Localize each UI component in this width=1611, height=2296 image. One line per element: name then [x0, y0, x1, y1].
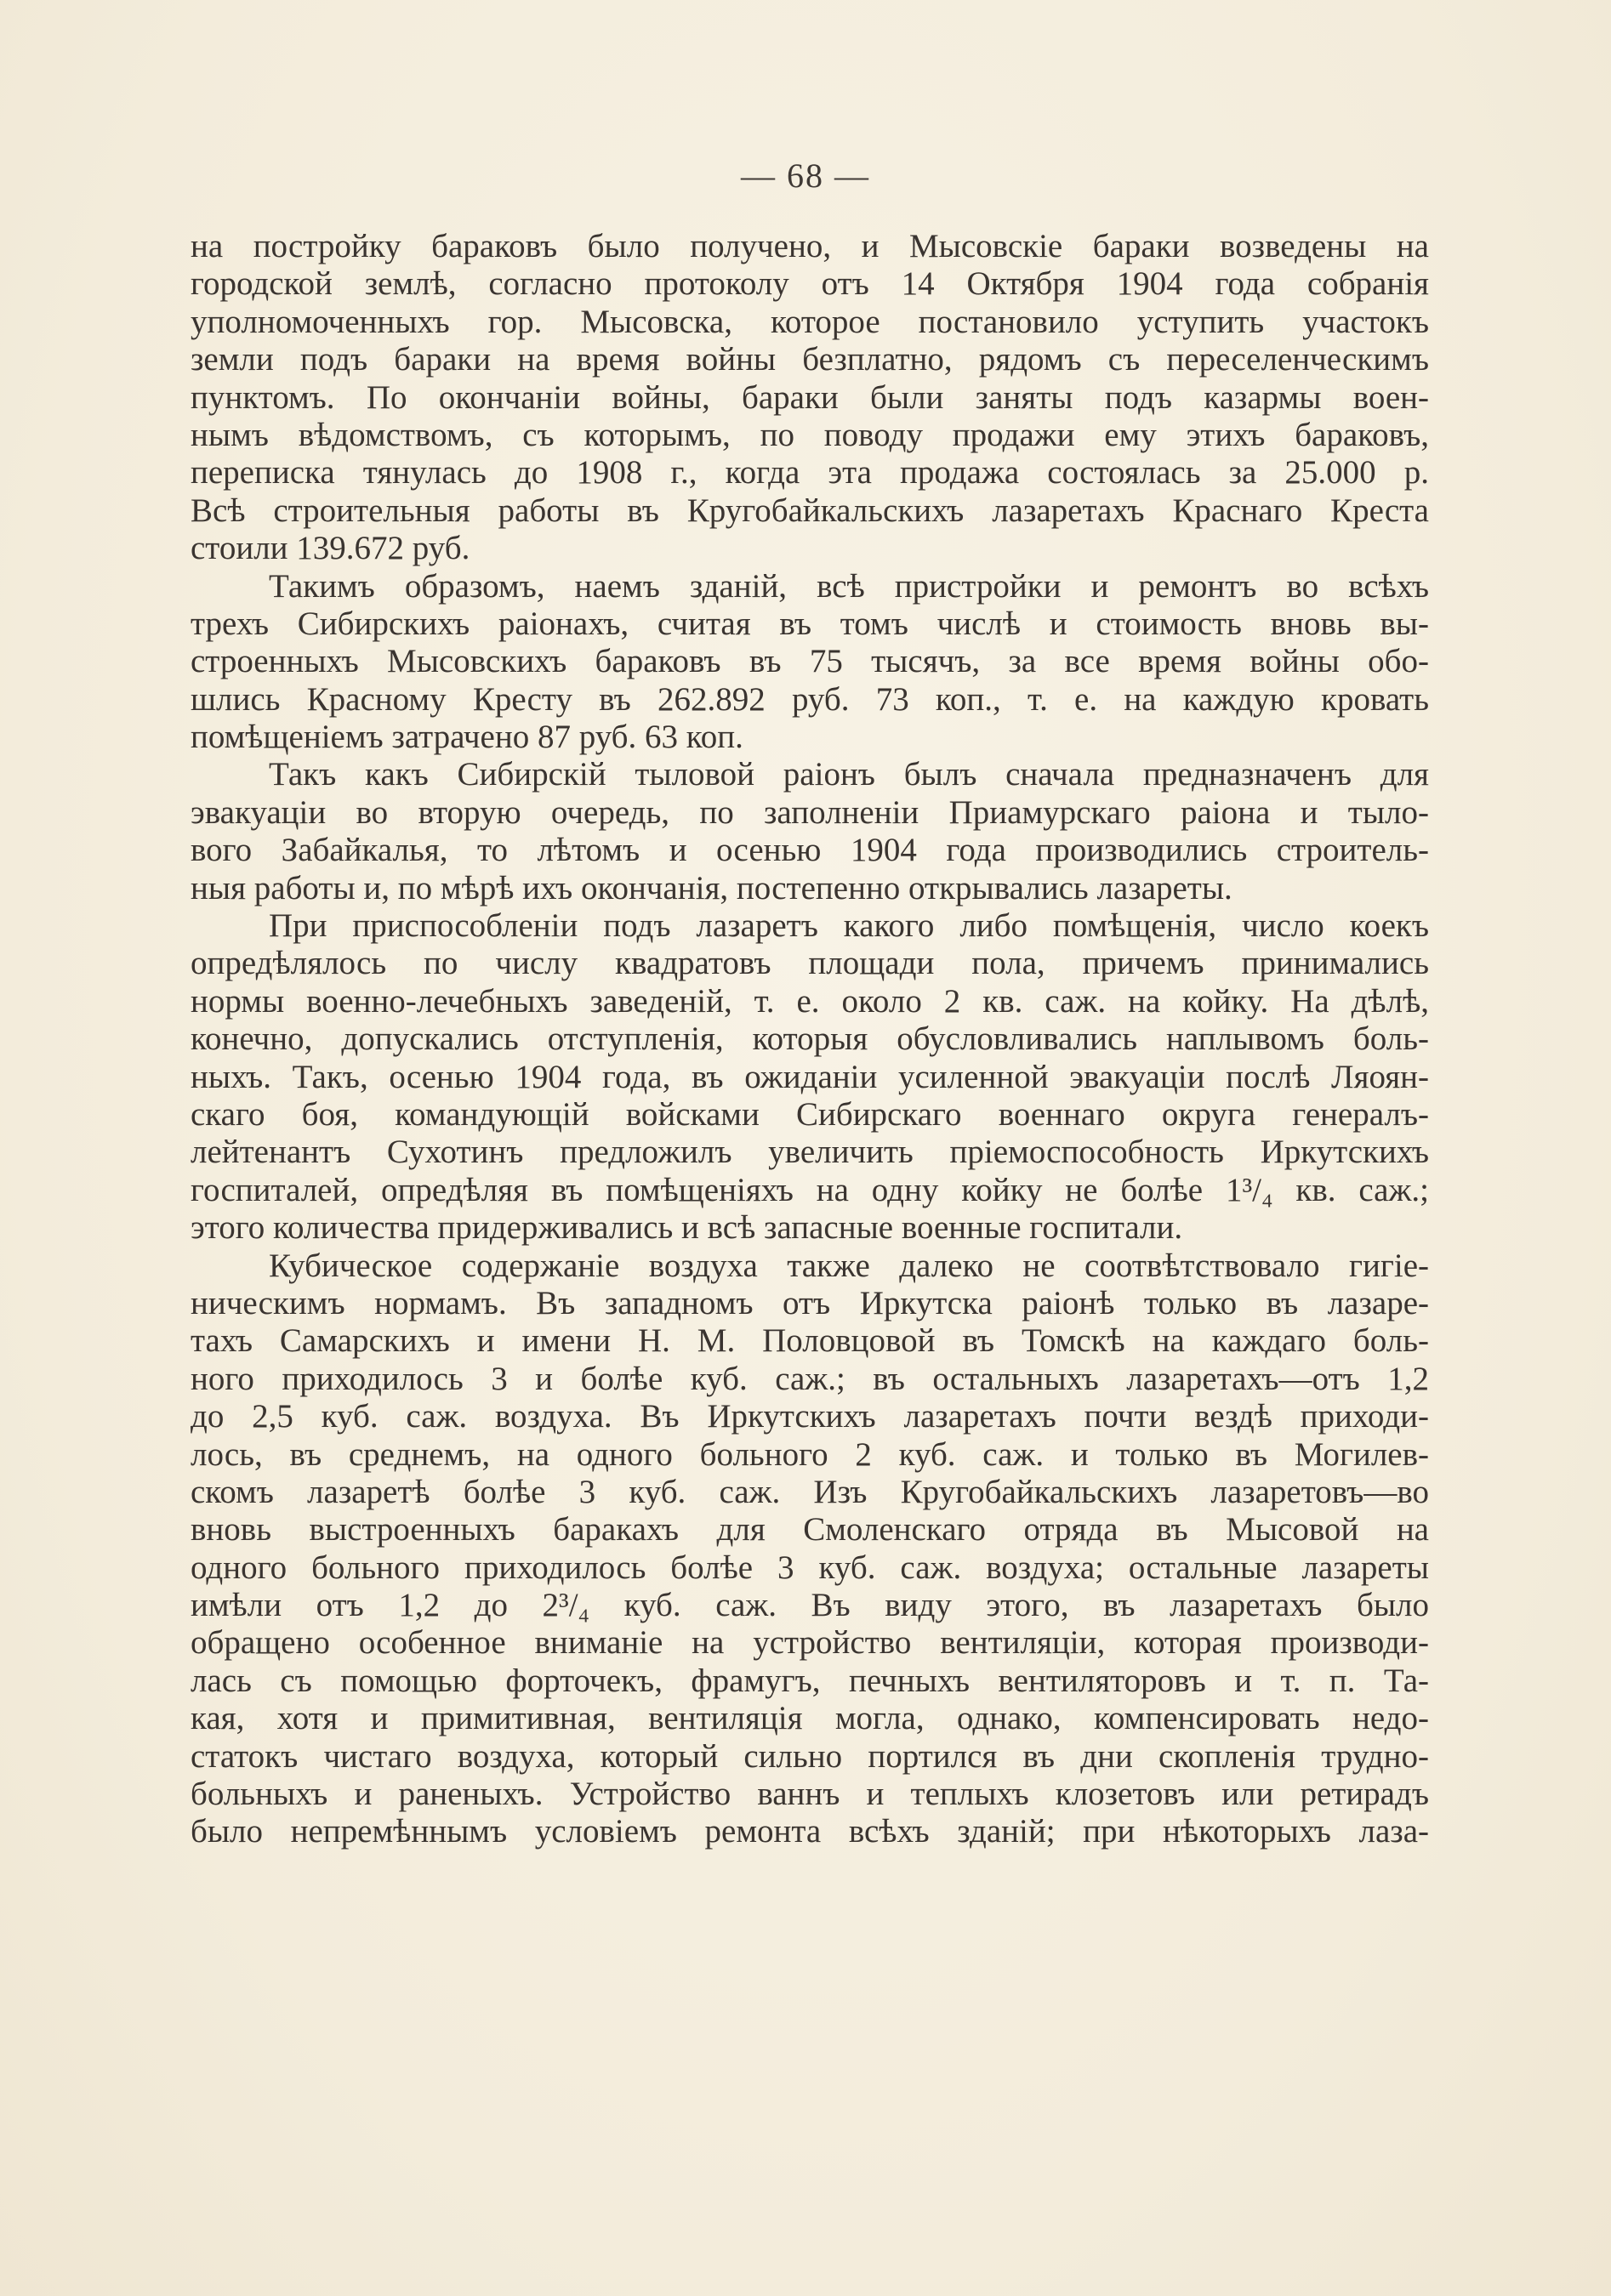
text-line: тахъ Самарскихъ и имени Н. М. Половцовой въ Томскѣ на каждаго боль-: [191, 1322, 1429, 1360]
text-line: скомъ лазаретѣ болѣе 3 куб. саж. Изъ Кругобайкальскихъ лазаретовъ—во: [191, 1473, 1429, 1510]
text-line: лось, въ среднемъ, на одного больного 2 куб. саж. и только въ Могилев-: [191, 1435, 1429, 1473]
text-line: При приспособленіи подъ лазаретъ какого либо помѣщенія, число коекъ: [269, 907, 1429, 945]
text-line: нымъ вѣдомствомъ, съ которымъ, по поводу продажи ему этихъ бараковъ,: [191, 416, 1429, 453]
text-line: трехъ Сибирскихъ раіонахъ, считая въ томъ числѣ и стоимость вновь вы-: [191, 605, 1429, 642]
text-line: переписка тянулась до 1908 г., когда эта продажа состоялась за 25.000 р.: [191, 454, 1429, 492]
text-line: Кубическое содержаніе воздуха также далеко не соотвѣтствовало гигіе-: [269, 1247, 1429, 1284]
text-line: стоили 139.672 руб.: [191, 530, 470, 567]
text-line: пунктомъ. По окончаніи войны, бараки были заняты подъ казармы воен-: [191, 378, 1429, 416]
text-line: нормы военно-лечебныхъ заведеній, т. е. около 2 кв. саж. на койку. На дѣлѣ,: [191, 982, 1429, 1020]
text-line: этого количества придерживались и всѣ запасные военные госпитали.: [191, 1209, 1183, 1247]
text-line: лась съ помощью форточекъ, фрамугъ, печныхъ вентиляторовъ и т. п. Та-: [191, 1662, 1429, 1699]
text-line: эвакуаціи во вторую очередь, по заполненіи Приамурскаго раіона и тыло-: [191, 793, 1429, 831]
text-line: имѣли отъ 1,2 до 2³/₄ куб. саж. Въ виду этого, въ лазаретахъ было: [191, 1587, 1429, 1624]
text-line: было непремѣннымъ условіемъ ремонта всѣхъ зданій; при нѣкоторыхъ лаза-: [191, 1813, 1429, 1850]
text-line: обращено особенное вниманіе на устройство вентиляціи, которая производи-: [191, 1624, 1429, 1662]
text-line: уполномоченныхъ гор. Мысовска, которое постановило уступить участокъ: [191, 303, 1429, 340]
text-line: статокъ чистаго воздуха, который сильно портился въ дни скопленія трудно-: [191, 1737, 1429, 1775]
text-line: скаго боя, командующій войсками Сибирскаго военнаго округа генералъ-: [191, 1095, 1429, 1133]
page-number: — 68 —: [741, 156, 870, 195]
text-line: опредѣлялось по числу квадратовъ площади пола, причемъ принимались: [191, 945, 1429, 982]
text-line: вого Забайкалья, то лѣтомъ и осенью 1904 года производились строитель-: [191, 832, 1429, 869]
text-line: кая, хотя и примитивная, вентиляція могла, однако, компенсировать недо-: [191, 1700, 1429, 1737]
text-line: Такъ какъ Сибирскій тыловой раіонъ былъ сначала предназначенъ для: [269, 756, 1429, 793]
text-line: на постройку бараковъ было получено, и Мысовскіе бараки возведены на: [191, 228, 1429, 264]
text-line: земли подъ бараки на время войны безплатно, рядомъ съ переселенческимъ: [191, 341, 1429, 378]
text-line: Всѣ строительныя работы въ Кругобайкальскихъ лазаретахъ Краснаго Креста: [191, 492, 1429, 529]
text-line: больныхъ и раненыхъ. Устройство ваннъ и теплыхъ клозетовъ или ретирадъ: [191, 1776, 1429, 1813]
text-line: строенныхъ Мысовскихъ бараковъ въ 75 тысячъ, за все время войны обо-: [191, 643, 1429, 680]
text-line: одного больного приходилось болѣе 3 куб. саж. воздуха; остальные лазареты: [191, 1549, 1429, 1586]
text-line: ныя работы и, по мѣрѣ ихъ окончанія, постепенно открывались лазареты.: [191, 869, 1232, 906]
text-line: шлись Красному Кресту въ 262.892 руб. 73 коп., т. е. на каждую кровать: [191, 680, 1429, 718]
text-line: до 2,5 куб. саж. воздуха. Въ Иркутскихъ лазаретахъ почти вездѣ приходи-: [191, 1398, 1429, 1435]
text-line: ныхъ. Такъ, осенью 1904 года, въ ожиданіи усиленной эвакуаціи послѣ Ляоян-: [191, 1058, 1429, 1095]
text-line: ного приходилось 3 и болѣе куб. саж.; въ остальныхъ лазаретахъ—отъ 1,2: [191, 1360, 1429, 1397]
text-line: помѣщеніемъ затрачено 87 руб. 63 коп.: [191, 719, 743, 756]
text-line: городской землѣ, согласно протоколу отъ 14 Октября 1904 года собранія: [191, 265, 1429, 303]
text-line: ническимъ нормамъ. Въ западномъ отъ Иркутска раіонѣ только въ лазаре-: [191, 1284, 1429, 1321]
body-text: [191, 228, 1429, 1851]
text-line: конечно, допускались отступленія, которыя обусловливались наплывомъ боль-: [191, 1020, 1429, 1058]
text-line: лейтенантъ Сухотинъ предложилъ увеличить пріемоспособность Иркутскихъ: [191, 1134, 1429, 1171]
text-line: вновь выстроенныхъ баракахъ для Смоленскаго отряда въ Мысовой на: [191, 1511, 1429, 1549]
text-line: Такимъ образомъ, наемъ зданій, всѣ пристройки и ремонтъ во всѣхъ: [269, 567, 1429, 605]
text-line: госпиталей, опредѣляя въ помѣщеніяхъ на одну койку не болѣе 1³/₄ кв. саж.;: [191, 1171, 1429, 1208]
